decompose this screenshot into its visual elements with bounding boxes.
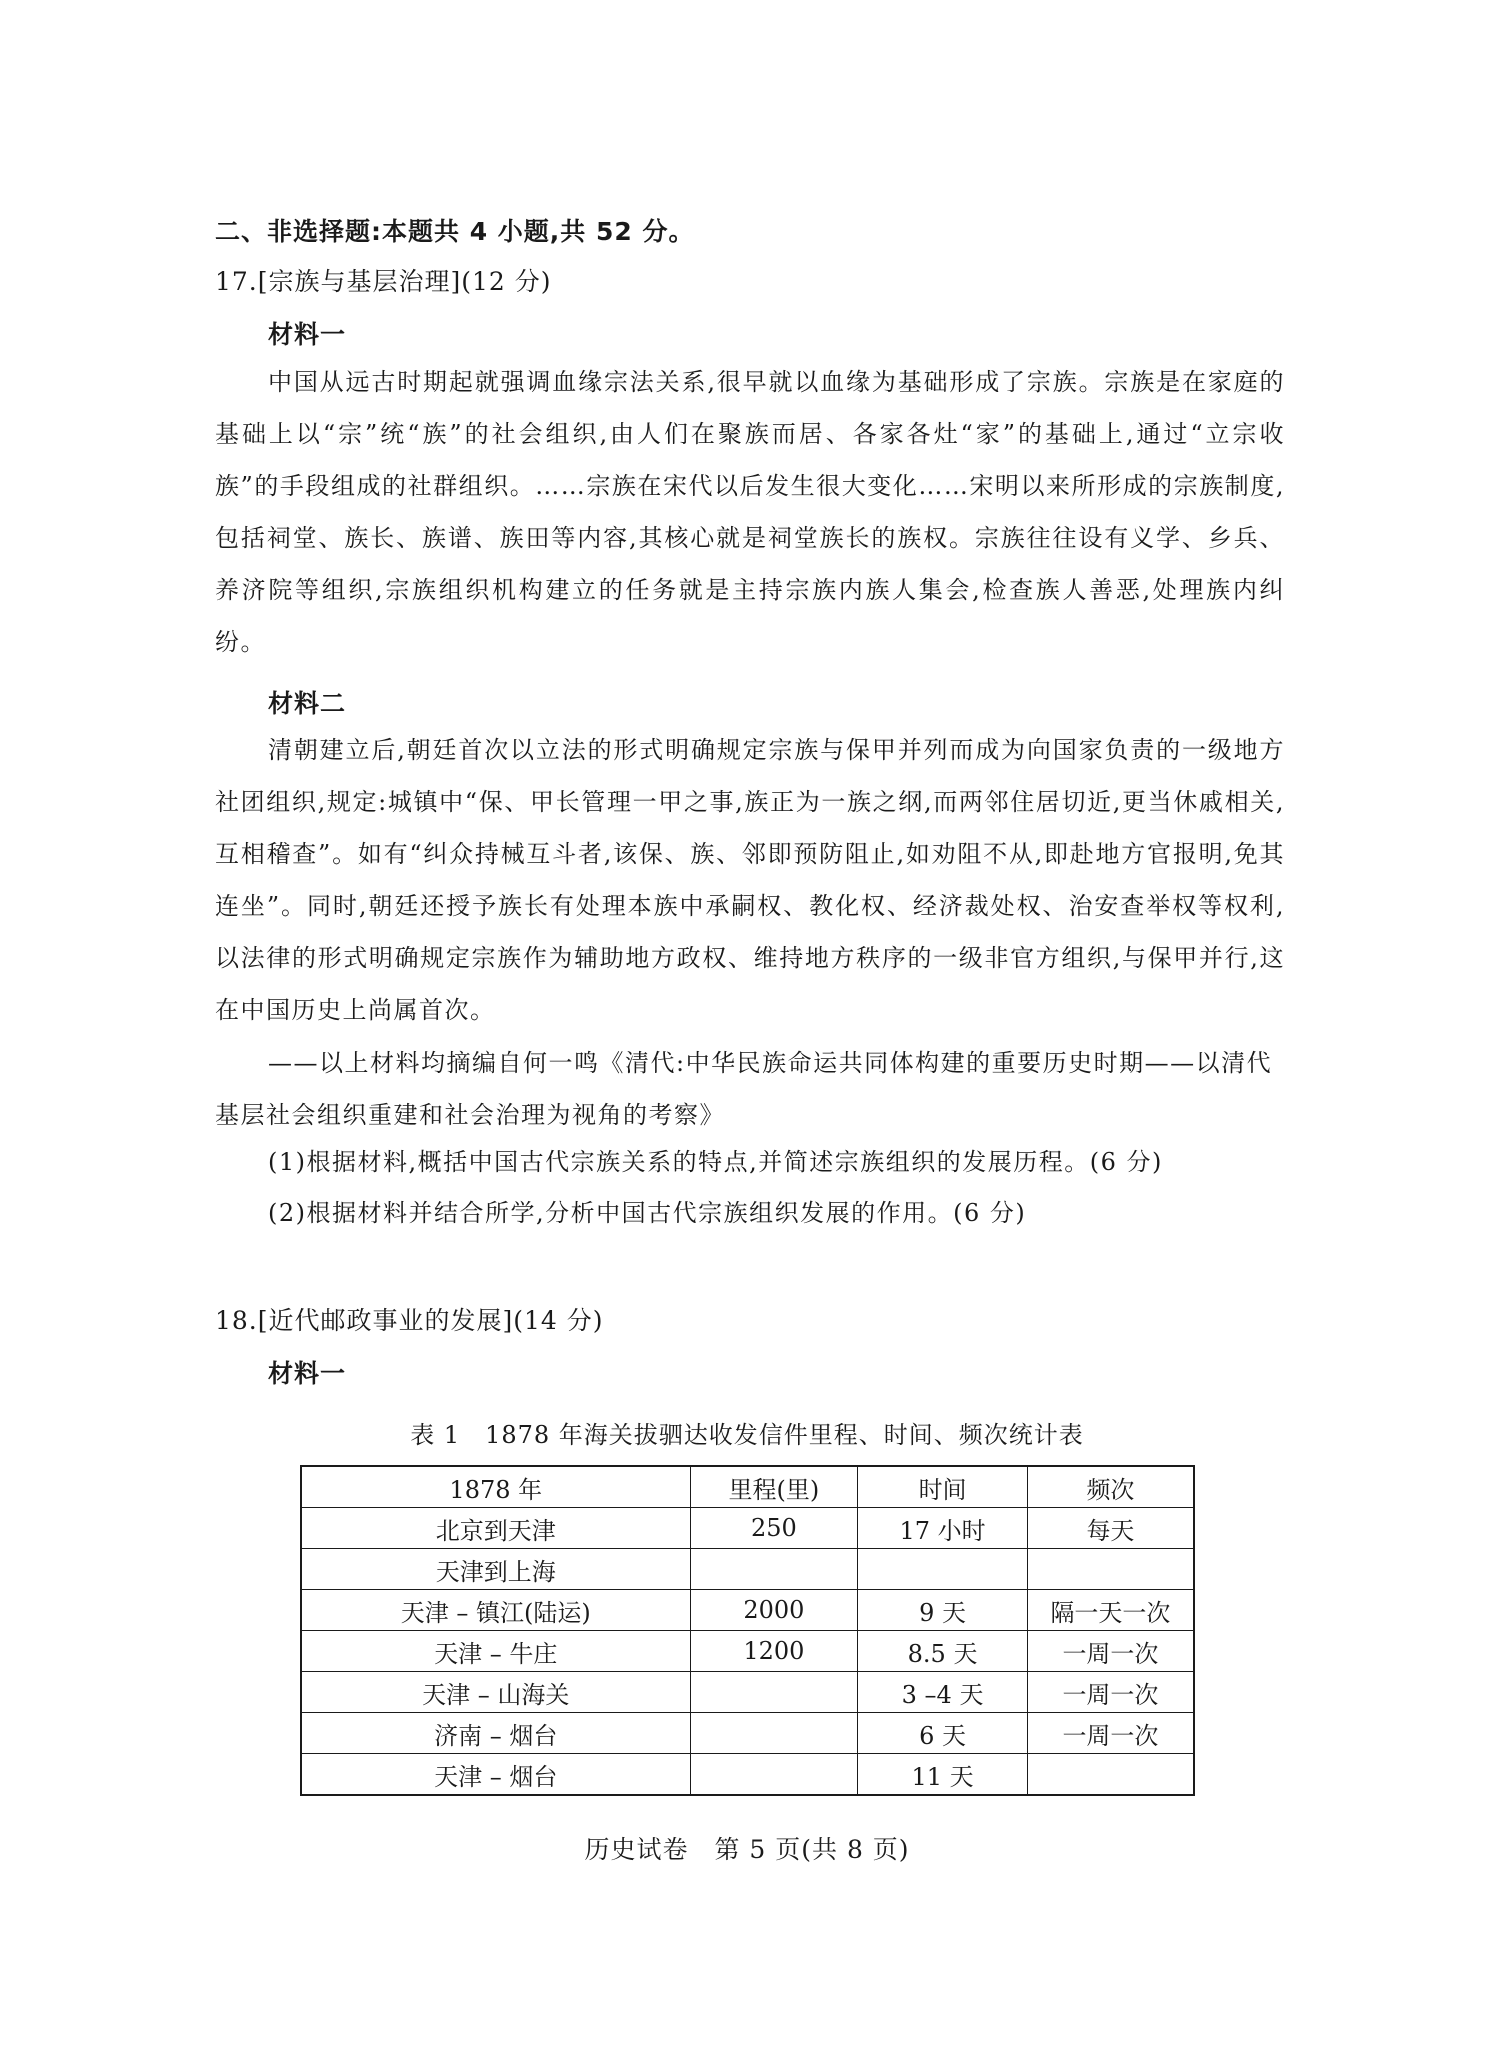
time-cell: 8.5 天 [858,1631,1028,1672]
table-header-row [301,1466,1194,1508]
route-cell: 北京到天津 [301,1508,690,1549]
distance-cell: 1200 [690,1631,858,1672]
q18-material1-label: 材料一 [268,1359,347,1388]
table-row [301,1713,1194,1754]
question-18-title: 18.[近代邮政事业的发展](14 分) [215,1306,604,1335]
distance-cell [690,1549,858,1590]
q17-subquestion-1: (1)根据材料,概括中国古代宗族关系的特点,并简述宗族组织的发展历程。(6 分) [268,1148,1163,1176]
table-row [301,1590,1194,1631]
route-cell: 天津到上海 [301,1549,690,1590]
time-cell: 6 天 [858,1713,1028,1754]
postal-statistics-table [300,1465,1195,1796]
route-cell: 天津 – 烟台 [301,1754,690,1796]
table-caption: 表 1 1878 年海关拔驷达收发信件里程、时间、频次统计表 [410,1421,1084,1449]
time-cell: 3 –4 天 [858,1672,1028,1713]
table-row [301,1631,1194,1672]
frequency-cell: 一周一次 [1027,1631,1194,1672]
distance-cell [690,1713,858,1754]
route-cell: 天津 – 山海关 [301,1672,690,1713]
question-17-title: 17.[宗族与基层治理](12 分) [215,267,552,296]
time-cell: 9 天 [858,1590,1028,1631]
section-heading: 二、非选择题:本题共 4 小题,共 52 分。 [215,217,695,246]
q17-source-citation: ——以上材料均摘编自何一鸣《清代:中华民族命运共同体构建的重要历史时期——以清代基层社会组织重建和社会治理为视角的考察》 [215,1049,1273,1129]
q17-material2-label: 材料二 [268,689,347,718]
distance-cell: 250 [690,1508,858,1549]
time-cell: 11 天 [858,1754,1028,1796]
time-cell [858,1549,1028,1590]
header-cell: 1878 年 [301,1466,690,1508]
route-cell: 天津 – 镇江(陆运) [301,1590,690,1631]
frequency-cell [1027,1549,1194,1590]
frequency-cell: 每天 [1027,1508,1194,1549]
route-cell: 天津 – 牛庄 [301,1631,690,1672]
header-cell: 里程(里) [690,1466,858,1508]
time-cell: 17 小时 [858,1508,1028,1549]
distance-cell [690,1754,858,1796]
route-cell: 济南 – 烟台 [301,1713,690,1754]
page-footer: 历史试卷 第 5 页(共 8 页) [584,1835,910,1864]
header-cell: 时间 [858,1466,1028,1508]
table-row [301,1754,1194,1796]
frequency-cell: 一周一次 [1027,1672,1194,1713]
frequency-cell [1027,1754,1194,1796]
frequency-cell: 隔一天一次 [1027,1590,1194,1631]
distance-cell: 2000 [690,1590,858,1631]
table-row [301,1508,1194,1549]
table-row [301,1672,1194,1713]
q17-material2-text: 清朝建立后,朝廷首次以立法的形式明确规定宗族与保甲并列而成为向国家负责的一级地方社团组织,规定:城镇中“保、甲长管理一甲之事,族正为一族之纲,而两邻住居切近,更当休戚相关,互相稽查”。如有“纠众持械互斗者,该保、族、邻即预防阻止,如劝阻不从,即赴地方官报明,免其连坐”。同时,朝廷还授予族长有处理本族中承嗣权、教化权、经济裁处权、治安查举权等权利,以法律的形式明确规定宗族作为辅助地方政权、维持地方秩序的一级非官方组织,与保甲并行,这在中国历史上尚属首次。 [215,736,1285,1024]
distance-cell [690,1672,858,1713]
frequency-cell: 一周一次 [1027,1713,1194,1754]
table-row [301,1549,1194,1590]
q17-material1-text: 中国从远古时期起就强调血缘宗法关系,很早就以血缘为基础形成了宗族。宗族是在家庭的基础上以“宗”统“族”的社会组织,由人们在聚族而居、各家各灶“家”的基础上,通过“立宗收族”的手段组成的社群组织。……宗族在宋代以后发生很大变化……宋明以来所形成的宗族制度,包括祠堂、族长、族谱、族田等内容,其核心就是祠堂族长的族权。宗族往往设有义学、乡兵、养济院等组织,宗族组织机构建立的任务就是主持宗族内族人集会,检查族人善恶,处理族内纠纷。 [215,368,1285,656]
q17-material1-label: 材料一 [268,320,347,349]
header-cell: 频次 [1027,1466,1194,1508]
q17-subquestion-2: (2)根据材料并结合所学,分析中国古代宗族组织发展的作用。(6 分) [268,1199,1027,1227]
